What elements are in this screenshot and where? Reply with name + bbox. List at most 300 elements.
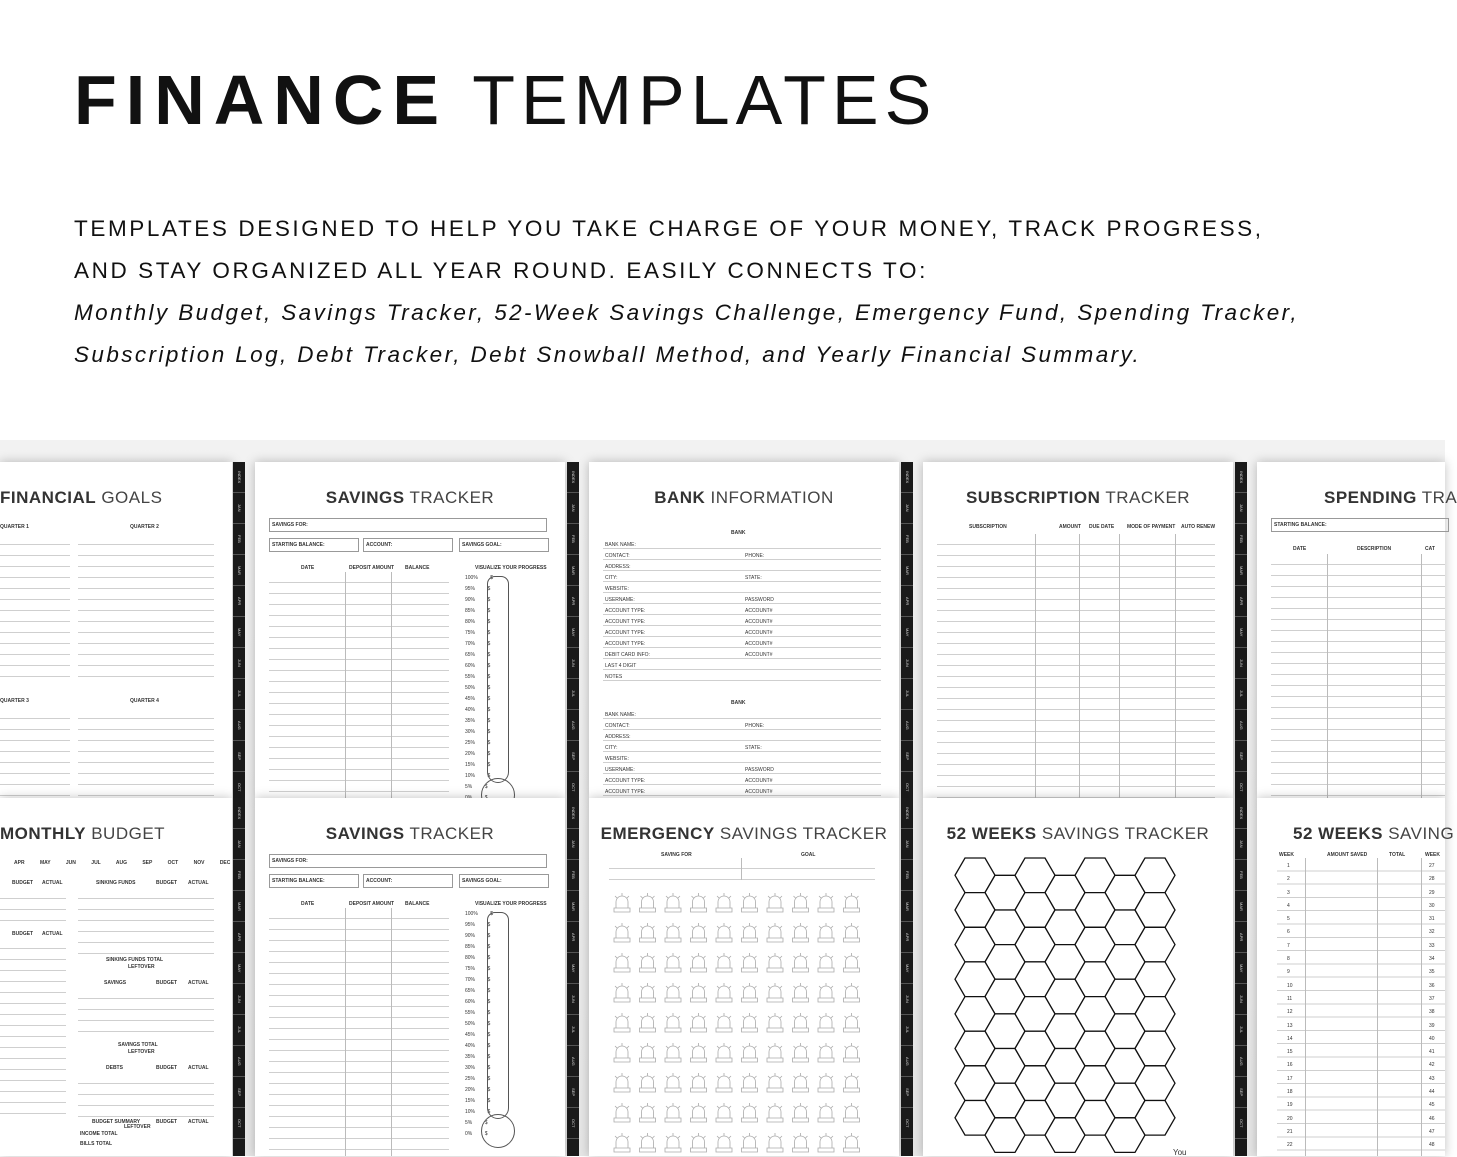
siren-icon[interactable] [665,1103,681,1122]
siren-icon[interactable] [818,1133,834,1152]
week-number: 3 [1287,889,1290,896]
description [74,208,1414,376]
siren-icon[interactable] [716,893,732,912]
siren-icon[interactable] [793,1103,809,1122]
siren-icon[interactable] [742,953,758,972]
percent-label: 60% $ [465,663,491,669]
tab-item[interactable]: JUN [567,984,579,1015]
page-title-bold: SAVINGS [325,824,405,843]
week-number: 8 [1287,956,1290,963]
siren-icon[interactable] [844,893,860,912]
siren-icon[interactable] [793,1013,809,1032]
desc-line-4: Subscription Log, Debt Tracker, Debt Snowball Method, and Yearly Financial Summary. [74,342,1142,367]
siren-icon[interactable] [665,1133,681,1152]
siren-icon[interactable] [691,923,707,942]
month-tabs[interactable] [901,462,913,798]
week-number: 29 [1429,889,1435,896]
percent-label: 85% $ [465,944,491,950]
month-tabs[interactable] [901,798,913,1156]
percent-label: 45% $ [465,1032,491,1038]
percent-label: 25% $ [465,1076,491,1082]
siren-icon[interactable] [742,1133,758,1152]
page-title-bold: SAVINGS [325,488,405,507]
percent-label: 85% $ [465,608,491,614]
month-tabs[interactable] [567,462,579,798]
tab-item[interactable]: JUL [233,679,245,710]
siren-icon[interactable] [793,923,809,942]
siren-icon[interactable] [640,1013,656,1032]
tab-item[interactable]: AUG [1235,1046,1247,1077]
siren-icon[interactable] [665,1073,681,1092]
bank-section-2: BANK [731,700,746,706]
week-number: 38 [1429,1009,1435,1016]
siren-icon[interactable] [818,983,834,1002]
percent-label: 25% $ [465,740,491,746]
siren-icon[interactable] [614,1103,630,1122]
tab-item[interactable]: INDEX [901,462,913,493]
tab-item[interactable]: APR [567,586,579,617]
siren-icon[interactable] [640,923,656,942]
siren-icon[interactable] [716,953,732,972]
siren-icon[interactable] [767,893,783,912]
percent-label: 100% $ [465,575,494,581]
week-number: 13 [1287,1022,1293,1029]
tab-item[interactable]: MAY [901,953,913,984]
siren-icon[interactable] [818,893,834,912]
page-title-bold: BANK [654,488,706,507]
week-number: 7 [1287,942,1290,949]
page-title-light: SAVINGS TRACKER [1036,824,1210,843]
tab-item[interactable]: FEB [901,524,913,555]
siren-icon[interactable] [691,1013,707,1032]
week-number: 48 [1429,1142,1435,1149]
percent-label: 30% $ [465,729,491,735]
percent-label: 65% $ [465,988,491,994]
tab-item[interactable]: OCT [233,772,245,803]
tab-item[interactable]: FEB [567,524,579,555]
tab-item[interactable]: MAY [567,953,579,984]
tab-item[interactable]: JAN [567,493,579,524]
tab-item[interactable]: INDEX [1235,462,1247,493]
siren-icon[interactable] [691,1043,707,1062]
tab-item[interactable]: MAY [567,617,579,648]
week-number: 4 [1287,902,1290,909]
week-number: 9 [1287,969,1290,976]
siren-icon[interactable] [716,923,732,942]
saving-for-label: SAVINGS FOR: [272,522,308,528]
tab-item[interactable]: OCT [233,1108,245,1139]
savings-goal-label: SAVINGS GOAL: [462,542,502,548]
tab-item[interactable]: AUG [901,1046,913,1077]
tab-item[interactable]: FEB [1235,524,1247,555]
siren-icon-grid [609,890,879,1156]
siren-icon[interactable] [691,893,707,912]
page-title-bold: EMERGENCY [600,824,715,843]
siren-icon[interactable] [742,893,758,912]
percent-label: 40% $ [465,707,491,713]
siren-icon[interactable] [742,1103,758,1122]
tab-item[interactable]: OCT [567,772,579,803]
siren-icon[interactable] [614,1073,630,1092]
tab-item[interactable]: MAR [233,891,245,922]
tab-item[interactable]: MAY [1235,953,1247,984]
tab-item[interactable]: APR [901,922,913,953]
tab-item[interactable]: AUG [233,710,245,741]
week-number: 5 [1287,916,1290,923]
tab-item[interactable]: MAR [1235,555,1247,586]
siren-icon[interactable] [640,983,656,1002]
tab-item[interactable]: JUN [1235,984,1247,1015]
siren-icon[interactable] [640,893,656,912]
title-light: TEMPLATES [472,61,938,139]
percent-label: 45% $ [465,696,491,702]
week-number: 22 [1287,1142,1293,1149]
siren-icon[interactable] [818,953,834,972]
quarter-2-label: QUARTER 2 [130,524,159,530]
siren-icon[interactable] [716,1133,732,1152]
savings-tracker-page [255,462,565,798]
week-number: 18 [1287,1089,1293,1096]
tab-item[interactable]: OCT [901,772,913,803]
tab-item[interactable]: JAN [1235,829,1247,860]
tab-item[interactable]: SEP [901,1077,913,1108]
tab-item[interactable]: SEP [233,741,245,772]
week-number: 1 [1287,863,1290,869]
tab-item[interactable]: INDEX [567,462,579,493]
tab-item[interactable]: FEB [1235,860,1247,891]
siren-icon[interactable] [665,923,681,942]
siren-icon[interactable] [844,1103,860,1122]
siren-icon[interactable] [818,1043,834,1062]
siren-icon[interactable] [793,1043,809,1062]
page-title-bold: SUBSCRIPTION [965,488,1101,507]
siren-icon[interactable] [614,1043,630,1062]
tab-item[interactable]: INDEX [1235,798,1247,829]
tab-item[interactable]: JUN [233,984,245,1015]
month-tabs[interactable] [567,798,579,1156]
percent-label: 95% $ [465,586,491,592]
month-tabs[interactable] [1235,462,1247,798]
percent-label: 15% $ [465,1098,491,1104]
siren-icon[interactable] [793,893,809,912]
tab-item[interactable]: INDEX [233,462,245,493]
percent-label: 10% $ [465,1109,491,1115]
percent-label: 90% $ [465,933,491,939]
week-number: 19 [1287,1102,1293,1109]
siren-icon[interactable] [640,1043,656,1062]
siren-icon[interactable] [793,1073,809,1092]
siren-icon[interactable] [793,1133,809,1152]
tab-item[interactable]: JAN [233,829,245,860]
siren-icon[interactable] [742,1043,758,1062]
desc-line-1: TEMPLATES DESIGNED TO HELP YOU TAKE CHARGE OF YOUR MONEY, TRACK PROGRESS, [74,216,1264,241]
siren-icon[interactable] [716,1013,732,1032]
account-label: ACCOUNT: [366,542,393,548]
siren-icon[interactable] [742,1073,758,1092]
siren-icon[interactable] [844,1013,860,1032]
siren-icon[interactable] [665,893,681,912]
siren-icon[interactable] [844,953,860,972]
percent-label: 50% $ [465,685,491,691]
page-title-light: TRACKER [1100,488,1191,507]
week-number: 10 [1287,982,1293,989]
tab-item[interactable]: JUN [233,648,245,679]
siren-icon[interactable] [767,923,783,942]
tab-item[interactable]: JUN [901,984,913,1015]
tab-item[interactable]: OCT [1235,772,1247,803]
bank-information-page: BANK INFORMATION BANK BANK NAME: CONTACT: ADDRESS: CITY: WEBSITE: USERNAME: ACCOUNT TYPE: ACCOUNT TYPE: ACCOUNT TYPE: ACCOUNT TYPE: DEBIT CARD INFO: LAST 4 DIGIT NOTES PHONE: STATE: PASSWORD ACCOUNT# ACCOUNT# ACCOUNT# ACCOUNT# ACCOUNT# BANK BANK NAME: CONTACT: ADDRESS: CITY: WEBSITE: USERNAME: ACCOUNT TYPE: ACCOUNT TYPE: PHONE: STATE: PASSWORD ACCOUNT# ACCOUNT# [589,462,899,798]
tab-item[interactable]: AUG [1235,710,1247,741]
percent-label: 75% $ [465,630,491,636]
percent-label: 20% $ [465,751,491,757]
percent-label: 70% $ [465,977,491,983]
siren-icon[interactable] [691,1133,707,1152]
page-title-light: GOALS [96,488,163,507]
week-number: 39 [1429,1022,1435,1029]
month-tabs[interactable] [233,798,245,1156]
tab-item[interactable]: AUG [233,1046,245,1077]
tab-item[interactable]: MAR [901,891,913,922]
tab-item[interactable]: APR [901,586,913,617]
tab-item[interactable]: OCT [567,1108,579,1139]
siren-icon[interactable] [640,1133,656,1152]
tab-item[interactable]: FEB [233,860,245,891]
title-bold: FINANCE [74,61,449,139]
tab-item[interactable]: MAY [233,617,245,648]
siren-icon[interactable] [716,983,732,1002]
tab-item[interactable]: JUN [901,648,913,679]
desc-line-3: Monthly Budget, Savings Tracker, 52-Week Savings Challenge, Emergency Fund, Spending Tracker, [74,300,1299,325]
siren-icon[interactable] [665,953,681,972]
week-numbers-right [1429,860,1435,1153]
tab-item[interactable]: JAN [233,493,245,524]
tab-item[interactable]: SEP [567,741,579,772]
week-number: 36 [1429,982,1435,989]
52-weeks-list-page: 52 WEEKS SAVING WEEK AMOUNT SAVED TOTAL WEEK 1 2 3 4 5 6 7 8 9 10 11 12 13 14 15 16 17 18 19 20 21 22 27 28 29 30 31 32 33 34 35 36 37 38 39 40 41 42 43 44 45 46 47 48 [1257,798,1445,1156]
week-number: 33 [1429,942,1435,949]
siren-icon[interactable] [614,1013,630,1032]
week-number: 14 [1287,1035,1293,1042]
savings-tracker-page-2: SAVINGS TRACKER SAVINGS FOR: STARTING BALANCE: ACCOUNT: SAVINGS GOAL: DATE DEPOSIT AMOUNT BALANCE VISUALIZE YOUR PROGRESS 100% $ 95% $ 90% $ 85% $ 80% $ 75% $ 70% $ 65% $ 60% $ 55% $ 50% $ 45% $ 40% $ 35% $ 30% $ 25% $ 20% $ 15% $ 10% $ 5% $ 0% $ [255,798,565,1156]
siren-icon[interactable] [640,1103,656,1122]
siren-icon[interactable] [614,983,630,1002]
siren-icon[interactable] [844,1043,860,1062]
tab-item[interactable]: SEP [1235,741,1247,772]
page-title-bold: SPENDING [1324,488,1417,507]
tab-item[interactable]: SEP [567,1077,579,1108]
percent-label: 10% $ [465,773,491,779]
siren-icon[interactable] [665,1013,681,1032]
tab-item[interactable]: AUG [567,1046,579,1077]
month-tabs[interactable] [1235,798,1247,1156]
tab-item[interactable]: OCT [901,1108,913,1139]
siren-icon[interactable] [818,1013,834,1032]
tab-item[interactable]: JAN [1235,493,1247,524]
percent-label: 65% $ [465,652,491,658]
week-number: 15 [1287,1049,1293,1056]
month-tabs[interactable] [233,462,245,798]
col-balance: BALANCE [405,565,430,571]
starting-balance-label: STARTING BALANCE: [272,542,325,548]
siren-icon[interactable] [844,1073,860,1092]
tab-item[interactable]: JUN [567,648,579,679]
siren-icon[interactable] [614,923,630,942]
siren-icon[interactable] [767,1043,783,1062]
desc-line-2: AND STAY ORGANIZED ALL YEAR ROUND. EASILY CONNECTS TO: [74,258,928,283]
week-number: 31 [1429,916,1435,923]
tab-item[interactable]: SEP [233,1077,245,1108]
tab-item[interactable]: MAY [233,953,245,984]
week-number: 45 [1429,1102,1435,1109]
week-number: 11 [1287,995,1293,1002]
months-row: APR MAY JUN JUL AUG SEP OCT NOV DEC [14,860,231,866]
tab-item[interactable]: APR [233,586,245,617]
week-number: 6 [1287,929,1290,936]
siren-icon[interactable] [640,1073,656,1092]
siren-icon[interactable] [818,923,834,942]
tab-item[interactable]: APR [1235,586,1247,617]
percent-label: 100% $ [465,911,494,917]
page-title-bold: FINANCIAL [0,488,97,507]
siren-icon[interactable] [742,983,758,1002]
percent-label: 0% $ [465,1131,488,1137]
siren-icon[interactable] [691,983,707,1002]
siren-icon[interactable] [767,983,783,1002]
tab-item[interactable]: SEP [1235,1077,1247,1108]
financial-goals-page [0,462,232,798]
week-number: 16 [1287,1062,1293,1069]
page-title-light: TRA [1416,488,1457,507]
tab-item[interactable]: JUL [901,679,913,710]
tab-item[interactable]: FEB [567,860,579,891]
siren-icon[interactable] [614,953,630,972]
tab-item[interactable]: MAR [233,555,245,586]
tab-item[interactable]: SEP [901,741,913,772]
week-number: 32 [1429,929,1435,936]
tab-item[interactable]: AUG [567,710,579,741]
week-number: 2 [1287,876,1290,883]
page-title-light: SAVINGS TRACKER [714,824,888,843]
tab-item[interactable]: INDEX [901,798,913,829]
tab-item[interactable]: APR [1235,922,1247,953]
siren-icon[interactable] [793,953,809,972]
week-number: 46 [1429,1115,1435,1122]
monthly-budget-page: MONTHLY BUDGET APR MAY JUN JUL AUG SEP OCT NOV DEC BUDGET ACTUAL SINKING FUNDS BUDGET ACTUAL BUDGET ACTUAL SINKING FUNDS TOTAL LEFTOVER SAVINGS BUDGET ACTUAL SAVINGS TOTAL LEFTOVER DEBTS BUDGET ACTUAL LEFTOVER BUDGET SUMMARY BUDGET ACTUAL INCOME TOTAL BILLS TOTAL [0,798,232,1156]
siren-icon[interactable] [818,1073,834,1092]
tab-item[interactable]: JUL [567,679,579,710]
siren-icon[interactable] [665,1043,681,1062]
week-number: 17 [1287,1075,1293,1082]
siren-icon[interactable] [767,1073,783,1092]
tab-item[interactable]: OCT [1235,1108,1247,1139]
tab-item[interactable]: APR [233,922,245,953]
tab-item[interactable]: JUL [233,1015,245,1046]
tab-item[interactable]: MAY [901,617,913,648]
siren-icon[interactable] [614,893,630,912]
siren-icon[interactable] [716,1043,732,1062]
tab-item[interactable]: INDEX [567,798,579,829]
siren-icon[interactable] [742,1013,758,1032]
week-number: 47 [1429,1128,1435,1135]
siren-icon[interactable] [614,1133,630,1152]
week-number: 41 [1429,1049,1435,1056]
percent-label: 95% $ [465,922,491,928]
tab-item[interactable]: APR [567,922,579,953]
tab-item[interactable]: JUL [1235,679,1247,710]
siren-icon[interactable] [640,953,656,972]
52-weeks-hex-page [923,798,1233,1156]
tab-item[interactable]: MAR [901,555,913,586]
siren-icon[interactable] [716,1073,732,1092]
week-number: 30 [1429,902,1435,909]
siren-icon[interactable] [767,953,783,972]
siren-icon[interactable] [716,1103,732,1122]
tab-item[interactable]: JAN [567,829,579,860]
siren-icon[interactable] [844,923,860,942]
week-number: 42 [1429,1062,1435,1069]
tab-item[interactable]: JAN [901,493,913,524]
tab-item[interactable]: JUL [1235,1015,1247,1046]
tab-item[interactable]: MAR [1235,891,1247,922]
tab-item[interactable]: AUG [901,710,913,741]
quarter-4-label: QUARTER 4 [130,698,159,704]
siren-icon[interactable] [767,1133,783,1152]
week-number: 43 [1429,1075,1435,1082]
siren-icon[interactable] [844,1133,860,1152]
siren-icon[interactable] [742,923,758,942]
week-number: 34 [1429,956,1435,963]
template-preview-grid [0,440,1457,1157]
percent-label: 90% $ [465,597,491,603]
siren-icon[interactable] [691,953,707,972]
week-number: 12 [1287,1009,1293,1016]
siren-icon[interactable] [691,1073,707,1092]
tab-item[interactable]: MAR [567,555,579,586]
week-number: 35 [1429,969,1435,976]
tab-item[interactable]: INDEX [233,798,245,829]
page-title-bold: 52 WEEKS [1293,824,1383,843]
tab-item[interactable]: JUL [901,1015,913,1046]
siren-icon[interactable] [844,983,860,1002]
visualize-label: VISUALIZE YOUR PROGRESS [475,565,547,571]
tab-item[interactable]: JUL [567,1015,579,1046]
quarter-1-label: QUARTER 1 [0,524,29,530]
percent-label: 50% $ [465,1021,491,1027]
page-title-light: INFORMATION [705,488,834,507]
subscription-tracker-page: SUBSCRIPTION TRACKER SUBSCRIPTION AMOUNT DUE DATE MODE OF PAYMENT AUTO RENEW [923,462,1233,798]
siren-icon[interactable] [767,1103,783,1122]
you-label: You [1173,1148,1187,1157]
spending-tracker-page: SPENDING TRA STARTING BALANCE: DATE DESCRIPTION CAT [1257,462,1445,798]
week-number: 37 [1429,995,1435,1002]
siren-icon[interactable] [793,983,809,1002]
tab-item[interactable]: JUN [1235,648,1247,679]
siren-icon[interactable] [767,1013,783,1032]
tab-item[interactable]: FEB [901,860,913,891]
siren-icon[interactable] [665,983,681,1002]
tab-item[interactable]: FEB [233,524,245,555]
tab-item[interactable]: MAR [567,891,579,922]
tab-item[interactable]: MAY [1235,617,1247,648]
percent-label: 20% $ [465,1087,491,1093]
page-title-light: TRACKER [404,488,495,507]
progress-thermometer [487,576,509,783]
week-number: 20 [1287,1115,1293,1122]
siren-icon[interactable] [691,1103,707,1122]
tab-item[interactable]: JAN [901,829,913,860]
week-number: 21 [1287,1128,1293,1135]
siren-icon[interactable] [818,1103,834,1122]
